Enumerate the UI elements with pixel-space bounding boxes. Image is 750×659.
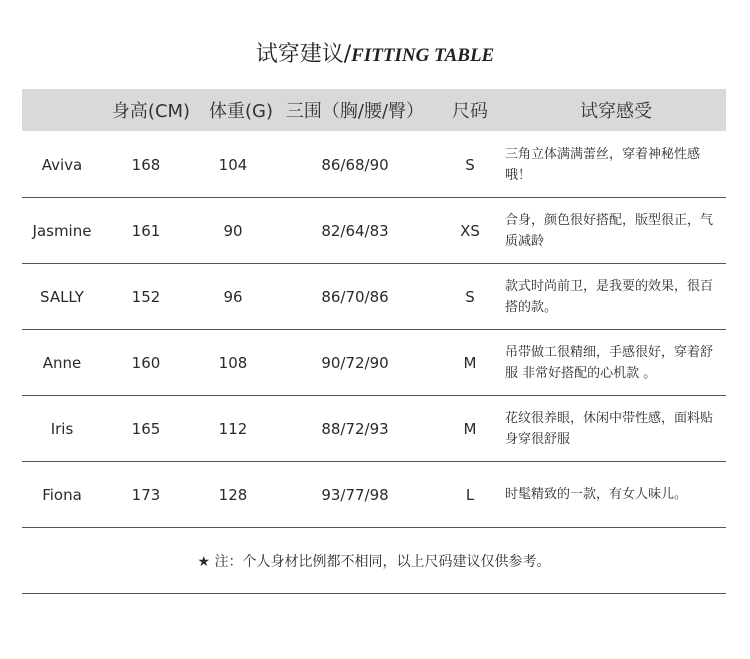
model-feedback: 三角立体满满蕾丝，穿着神秘性感哦！ [505, 146, 701, 183]
page-title [0, 38, 750, 73]
model-feedback: 合身，颜色很好搭配，版型很正，气质减龄 [505, 212, 714, 249]
model-height: 173 [131, 485, 161, 504]
header-weight: 体重(G) [209, 101, 273, 122]
model-name: Iris [50, 419, 74, 438]
title-chinese: 试穿建议/ [255, 42, 352, 67]
model-weight: 112 [218, 419, 248, 438]
table-row [22, 264, 726, 330]
model-size: M [463, 419, 477, 438]
header-height: 身高(CM) [111, 101, 191, 122]
model-size: S [465, 287, 475, 306]
model-name: Fiona [42, 485, 82, 504]
model-measurements: 93/77/98 [321, 485, 389, 504]
table-row [22, 462, 726, 528]
model-weight: 96 [223, 287, 243, 306]
model-height: 152 [131, 287, 161, 306]
title-english: FITTING TABLE [351, 45, 495, 66]
model-height: 165 [131, 419, 161, 438]
model-name: Jasmine [32, 221, 92, 240]
model-size: L [465, 485, 475, 504]
header-size: 尺码 [452, 101, 488, 122]
model-feedback: 花纹很养眼，休闲中带性感，面料贴身穿很舒服 [505, 410, 714, 447]
model-height: 168 [131, 155, 161, 174]
model-size: S [465, 155, 475, 174]
table-row [22, 330, 726, 396]
model-measurements: 86/68/90 [321, 155, 389, 174]
table-row [22, 132, 726, 198]
header-feedback: 试穿感受 [580, 101, 652, 122]
model-name: Aviva [41, 155, 83, 174]
table-row [22, 396, 726, 462]
header-name [22, 89, 102, 131]
model-feedback: 款式时尚前卫，是我要的效果，很百搭的款。 [505, 278, 714, 315]
model-measurements: 90/72/90 [321, 353, 389, 372]
model-feedback: 吊带做工很精细，手感很好，穿着舒服 非常好搭配的心机款 。 [505, 344, 714, 381]
model-height: 160 [131, 353, 161, 372]
model-measurements: 86/70/86 [321, 287, 389, 306]
model-measurements: 88/72/93 [321, 419, 389, 438]
model-measurements: 82/64/83 [321, 221, 389, 240]
header-measurements: 三围（胸/腰/臀） [285, 101, 425, 122]
model-size: M [463, 353, 477, 372]
table-row [22, 198, 726, 264]
model-weight: 128 [218, 485, 248, 504]
model-feedback: 时髦精致的一款，有女人味儿。 [505, 487, 688, 502]
model-size: XS [460, 221, 480, 240]
model-weight: 108 [218, 353, 248, 372]
model-name: SALLY [40, 287, 84, 306]
model-weight: 90 [223, 221, 243, 240]
table-header [22, 89, 726, 131]
model-name: Anne [42, 353, 82, 372]
model-weight: 104 [218, 155, 248, 174]
model-height: 161 [131, 221, 161, 240]
disclaimer-note: ★ 注：个人身材比例都不相同，以上尺码建议仅供参考。 [22, 528, 726, 594]
